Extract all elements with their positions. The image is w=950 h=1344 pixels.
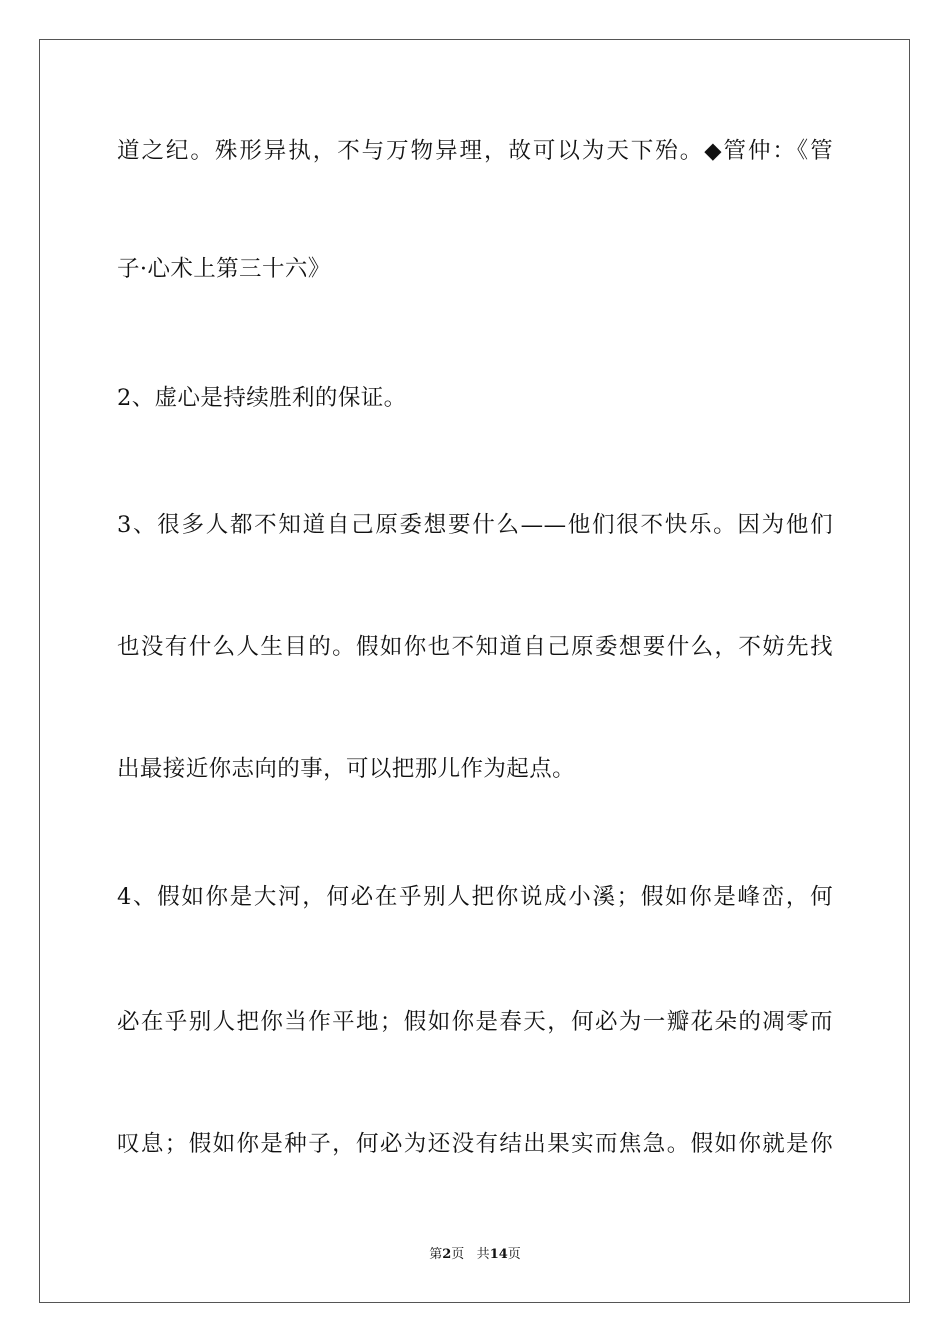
text-line-8: 必在乎别人把你当作平地；假如你是春天，何必为一瓣花朵的凋零而 [117,1009,833,1035]
text-line-2: 子·心术上第三十六》 [117,256,331,282]
text-line-9: 叹息；假如你是种子，何必为还没有结出果实而焦急。假如你就是你 [117,1131,833,1157]
footer-page-suffix: 页 [451,1247,465,1262]
footer-page-number: 2 [442,1247,452,1262]
text-line-1: 道之纪。殊形异执，不与万物异理，故可以为天下殆。◆管仲：《管 [117,138,833,164]
text-line-3: 2、虚心是持续胜利的保证。 [117,385,407,411]
page-footer [0,1246,950,1264]
footer-total-prefix: 共 [476,1247,490,1262]
footer-total-pages: 14 [489,1247,508,1262]
footer-page-prefix: 第 [429,1247,443,1262]
text-line-5: 也没有什么人生目的。假如你也不知道自己原委想要什么，不妨先找 [117,634,833,660]
page-border [39,39,910,1303]
text-line-4: 3、很多人都不知道自己原委想要什么——他们很不快乐。因为他们 [117,512,833,538]
footer-total-suffix: 页 [507,1247,521,1262]
text-line-7: 4、假如你是大河，何必在乎别人把你说成小溪；假如你是峰峦，何 [117,884,833,910]
text-line-6: 出最接近你志向的事，可以把那儿作为起点。 [117,756,576,782]
